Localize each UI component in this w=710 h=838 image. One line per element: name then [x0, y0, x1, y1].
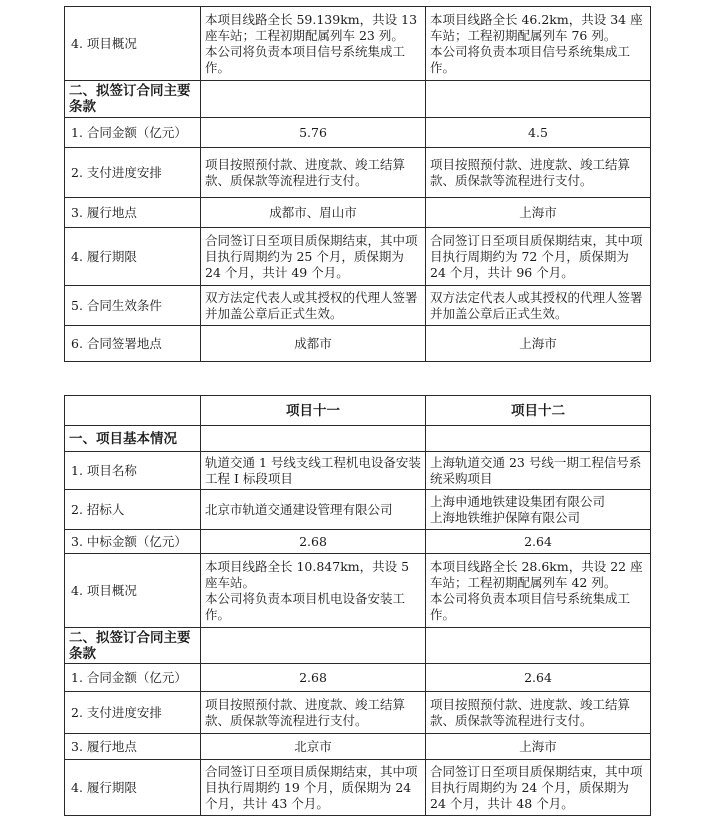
- project-11-bid-amount: 2.68: [201, 530, 426, 554]
- project-12-overview: 本项目线路全长 28.6km，共设 22 座车站；工程初期配属列车 42 列。 本公司将负责本项目信号系统集成工作。: [426, 554, 651, 628]
- table-row: [65, 530, 651, 554]
- project-b-location: 上海市: [426, 198, 651, 228]
- row-label: 4. 履行期限: [65, 760, 201, 816]
- table-row: [65, 118, 651, 148]
- row-label: 2. 支付进度安排: [65, 692, 201, 734]
- section-heading: 一、项目基本情况: [65, 426, 201, 452]
- row-label: 3. 履行地点: [65, 198, 201, 228]
- row-label: 4. 履行期限: [65, 228, 201, 286]
- empty-cell: [65, 396, 201, 426]
- project-11-location: 北京市: [201, 734, 426, 760]
- project-12-header: 项目十二: [426, 396, 651, 426]
- project-a-period: 合同签订日至项目质保期结束，其中项目执行周期约为 25 个月，质保期为 24 个月，共计 49 个月。: [201, 228, 426, 286]
- project-11-contract-amount: 2.68: [201, 664, 426, 692]
- table-row: [65, 692, 651, 734]
- table-row: [65, 228, 651, 286]
- project-12-contract-amount: 2.64: [426, 664, 651, 692]
- table-row: [65, 7, 651, 81]
- project-12-location: 上海市: [426, 734, 651, 760]
- row-label: 3. 履行地点: [65, 734, 201, 760]
- section-row: [65, 81, 651, 118]
- project-12-bidder: 上海申通地铁建设集团有限公司 上海地铁维护保障有限公司: [426, 490, 651, 530]
- row-label: 2. 招标人: [65, 490, 201, 530]
- table-row: [65, 554, 651, 628]
- project-11-overview: 本项目线路全长 10.847km，共设 5 座车站。 本公司将负责本项目机电设备安装工作。: [201, 554, 426, 628]
- project-b-effective: 双方法定代表人或其授权的代理人签署并加盖公章后正式生效。: [426, 286, 651, 326]
- empty-cell: [426, 81, 651, 118]
- empty-cell: [201, 81, 426, 118]
- row-label: 5. 合同生效条件: [65, 286, 201, 326]
- project-11-name: 轨道交通 1 号线支线工程机电设备安装工程 I 标段项目: [201, 452, 426, 490]
- project-table-11-12: [64, 395, 651, 816]
- project-11-period: 合同签订日至项目质保期结束，其中项目执行周期约 19 个月，质保期为 24 个月，共计 43 个月。: [201, 760, 426, 816]
- row-label: 2. 支付进度安排: [65, 148, 201, 198]
- table-row: [65, 452, 651, 490]
- table-row: [65, 326, 651, 362]
- row-label: 4. 项目概况: [65, 7, 201, 81]
- project-a-location: 成都市、眉山市: [201, 198, 426, 228]
- project-b-overview: 本项目线路全长 46.2km，共设 34 座车站；工程初期配属列车 76 列。 本公司将负责本项目信号系统集成工作。: [426, 7, 651, 81]
- project-11-header: 项目十一: [201, 396, 426, 426]
- project-b-contract-amount: 4.5: [426, 118, 651, 148]
- project-b-period: 合同签订日至项目质保期结束，其中项目执行周期约为 72 个月，质保期为 24 个月，共计 96 个月。: [426, 228, 651, 286]
- header-row: [65, 396, 651, 426]
- project-11-bidder: 北京市轨道交通建设管理有限公司: [201, 490, 426, 530]
- table-row: [65, 664, 651, 692]
- project-12-bid-amount: 2.64: [426, 530, 651, 554]
- row-label: 1. 合同金额（亿元）: [65, 118, 201, 148]
- project-a-contract-amount: 5.76: [201, 118, 426, 148]
- section-heading: 二、拟签订合同主要条款: [65, 81, 201, 118]
- row-label: 6. 合同签署地点: [65, 326, 201, 362]
- project-a-effective: 双方法定代表人或其授权的代理人签署并加盖公章后正式生效。: [201, 286, 426, 326]
- project-b-payment: 项目按照预付款、进度款、竣工结算款、质保款等流程进行支付。: [426, 148, 651, 198]
- table-row: [65, 760, 651, 816]
- row-label: 3. 中标金额（亿元）: [65, 530, 201, 554]
- project-12-period: 合同签订日至项目质保期结束，其中项目执行周期约为 24 个月，质保期为 24 个月，共计 48 个月。: [426, 760, 651, 816]
- empty-cell: [426, 628, 651, 664]
- empty-cell: [426, 426, 651, 452]
- row-label: 1. 合同金额（亿元）: [65, 664, 201, 692]
- section-row: [65, 628, 651, 664]
- project-12-payment: 项目按照预付款、进度款、竣工结算款、质保款等流程进行支付。: [426, 692, 651, 734]
- section-row: [65, 426, 651, 452]
- empty-cell: [201, 628, 426, 664]
- project-11-payment: 项目按照预付款、进度款、竣工结算款、质保款等流程进行支付。: [201, 692, 426, 734]
- table-row: [65, 198, 651, 228]
- empty-cell: [201, 426, 426, 452]
- table-row: [65, 490, 651, 530]
- project-table-continued: [64, 6, 651, 362]
- project-a-overview: 本项目线路全长 59.139km，共设 13 座车站；工程初期配属列车 23 列。 本公司将负责本项目信号系统集成工作。: [201, 7, 426, 81]
- project-12-name: 上海轨道交通 23 号线一期工程信号系统采购项目: [426, 452, 651, 490]
- row-label: 4. 项目概况: [65, 554, 201, 628]
- project-b-sign-place: 上海市: [426, 326, 651, 362]
- table-row: [65, 148, 651, 198]
- project-a-sign-place: 成都市: [201, 326, 426, 362]
- table-row: [65, 286, 651, 326]
- section-heading: 二、拟签订合同主要条款: [65, 628, 201, 664]
- table-row: [65, 734, 651, 760]
- project-a-payment: 项目按照预付款、进度款、竣工结算款、质保款等流程进行支付。: [201, 148, 426, 198]
- row-label: 1. 项目名称: [65, 452, 201, 490]
